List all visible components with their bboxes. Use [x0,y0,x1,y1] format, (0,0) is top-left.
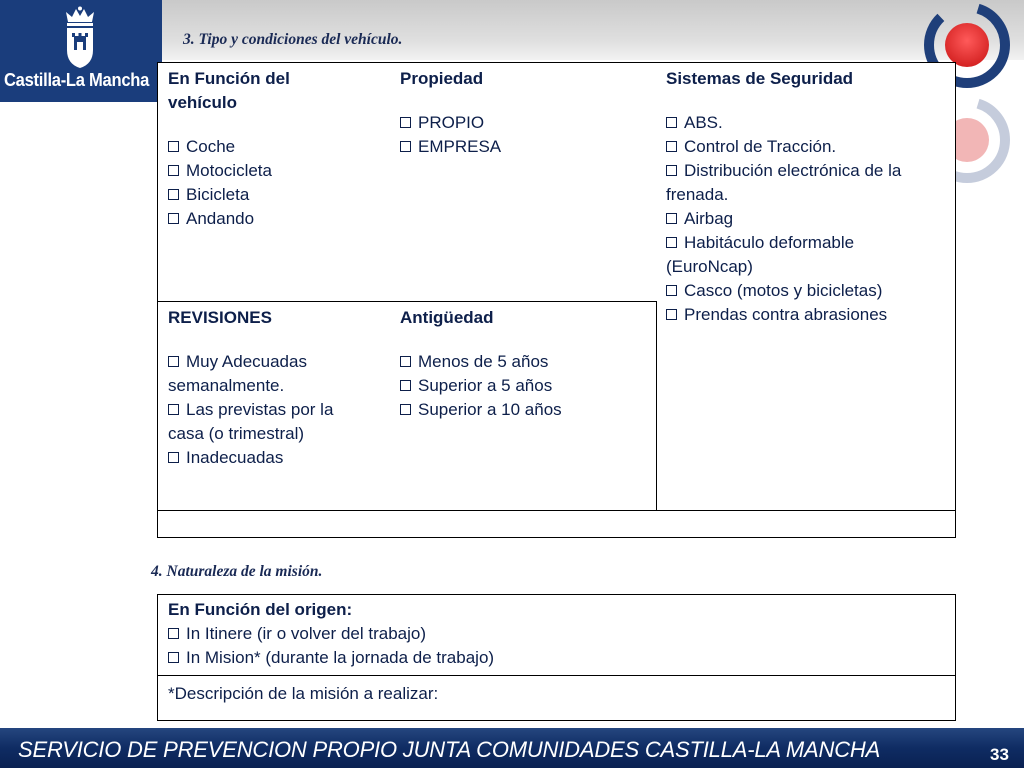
checkbox-icon [666,213,677,224]
section-4-title: 4. Naturaleza de la misión. [151,563,323,580]
header-band [160,0,1024,60]
checkbox-bicicleta[interactable]: Bicicleta [168,183,380,207]
item-continuation: casa (o trimestral) [168,424,305,443]
antiguedad-heading: Antigüedad [400,308,494,327]
origen-heading: En Función del origen: [168,600,353,619]
seguridad-heading: Sistemas de Seguridad [666,69,854,88]
cell-funcion-vehiculo [157,62,391,302]
revisiones-heading: REVISIONES [168,308,272,327]
checkbox-habitaculo[interactable]: Habitáculo deformable [666,231,945,255]
checkbox-menos-5[interactable]: Menos de 5 años [400,350,646,374]
checkbox-icon [168,165,179,176]
checkbox-icon [666,165,677,176]
crest-icon [60,6,100,70]
descripcion-label: *Descripción de la misión a realizar: [168,684,439,703]
checkbox-empresa[interactable]: EMPRESA [400,135,646,159]
checkbox-icon [400,404,411,415]
checkbox-prendas[interactable]: Prendas contra abrasiones [666,303,945,327]
checkbox-superior-5[interactable]: Superior a 5 años [400,374,646,398]
footer-text: SERVICIO DE PREVENCION PROPIO JUNTA COMUNIDADES CASTILLA-LA MANCHA [18,737,881,762]
cell-propiedad [390,62,657,302]
checkbox-icon [666,309,677,320]
logo [0,0,162,102]
checkbox-icon [168,628,179,639]
cell-origen [157,594,956,676]
page-number: 33 [990,745,1009,764]
funcion-heading-2: vehículo [168,93,237,112]
item-continuation: frenada. [666,185,729,204]
checkbox-icon [168,452,179,463]
checkbox-icon [400,356,411,367]
checkbox-icon [168,213,179,224]
checkbox-superior-10[interactable]: Superior a 10 años [400,398,646,422]
checkbox-airbag[interactable]: Airbag [666,207,945,231]
checkbox-icon [400,117,411,128]
checkbox-icon [666,141,677,152]
logo-text: Castilla-La Mancha [4,70,150,90]
checkbox-icon [168,652,179,663]
cell-empty-row [157,510,956,538]
checkbox-previstas[interactable]: Las previstas por la [168,398,380,422]
cell-seguridad [656,62,956,511]
checkbox-control-traccion[interactable]: Control de Tracción. [666,135,945,159]
item-continuation: semanalmente. [168,376,285,395]
checkbox-icon [168,404,179,415]
checkbox-icon [400,380,411,391]
checkbox-icon [168,356,179,367]
checkbox-motocicleta[interactable]: Motocicleta [168,159,380,183]
checkbox-inadecuadas[interactable]: Inadecuadas [168,446,380,470]
checkbox-in-itinere[interactable]: In Itinere (ir o volver del trabajo) [168,622,945,646]
checkbox-propio[interactable]: PROPIO [400,111,646,135]
funcion-heading-1: En Función del [168,69,290,88]
checkbox-icon [666,285,677,296]
cell-antiguedad [390,301,657,511]
checkbox-muy-adecuadas[interactable]: Muy Adecuadas [168,350,380,374]
checkbox-andando[interactable]: Andando [168,207,380,231]
checkbox-coche[interactable]: Coche [168,135,380,159]
section-3-title: 3. Tipo y condiciones del vehículo. [183,31,403,48]
checkbox-icon [168,189,179,200]
checkbox-icon [168,141,179,152]
checkbox-icon [666,117,677,128]
cell-descripcion-mision[interactable] [157,675,956,721]
checkbox-in-mision[interactable]: In Mision* (durante la jornada de trabajo) [168,646,945,670]
checkbox-abs[interactable]: ABS. [666,111,945,135]
item-continuation: (EuroNcap) [666,257,753,276]
checkbox-icon [400,141,411,152]
checkbox-icon [666,237,677,248]
checkbox-casco[interactable]: Casco (motos y bicicletas) [666,279,945,303]
cell-revisiones [157,301,391,511]
propiedad-heading: Propiedad [400,69,484,88]
checkbox-distribucion-frenada[interactable]: Distribución electrónica de la [666,159,945,183]
